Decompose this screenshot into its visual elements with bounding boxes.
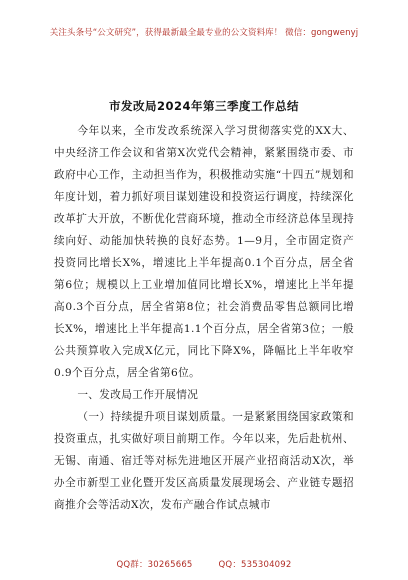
- footer-contact: [0, 558, 408, 570]
- body-paragraph: （一）持续提升项目谋划质量。一是紧紧围绕国家政策和投资重点，扎实做好项目前期工作。今年以来，先后赴杭州、无锡、南通、宿迁等对标先进地区开展产业招商活动X次，举办全市新型工业化暨开发区高质量发展现场会、产业链专题招商推介会等活动X次，发布产融合作试点城市: [54, 411, 354, 511]
- footer-qq: QQ：535304092: [218, 560, 292, 570]
- footer-qq-group: QQ群：30265665: [116, 560, 193, 570]
- header-banner: 关注头条号“公文研究”，获得最新最全最专业的公文资料库！ 微信：gongwenyj: [49, 28, 359, 38]
- document-title: 市发改局2024年第三季度工作总结: [108, 99, 299, 113]
- section-heading: 一、发改局工作开展情况: [77, 389, 199, 401]
- intro-paragraph: 今年以来，全市发改系统深入学习贯彻落实党的XX大、中央经济工作会议和省第X次党代会精神，紧紧围绕市委、市政府中心工作，主动担当作为，积极推动实施“十四五”规划和年度计划，着力抓好项目谋划建设和投资运行调度，持续深化改革扩大开放，不断优化营商环境，推动全市经济总体呈现持续向好、动能加快转换的良好态势。1—9月，全市固定资产投资同比增长X%，增速比上半年提高0.1个百分点，居全省第6位；规模以上工业增加值同比增长X%，增速比上半年提高0.3个百分点，居全省第8位；社会消费品零售总额同比增长X%，增速比上半年提高1.1个百分点，居全省第3位；一般公共预算收入完成X亿元，同比下降X%，降幅比上半年收窄0.9个百分点，居全省第6位。: [54, 125, 354, 379]
- document-body: [54, 120, 354, 516]
